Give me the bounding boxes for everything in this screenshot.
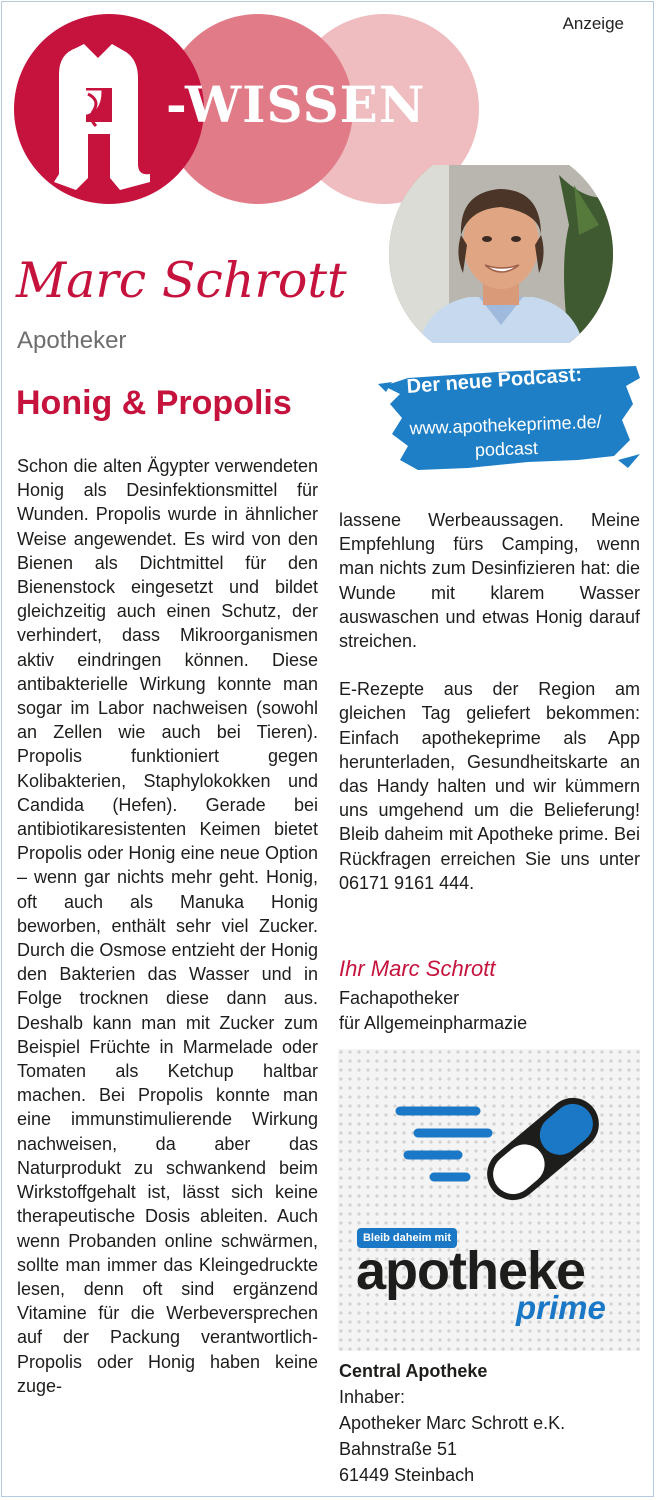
- signature-name: Ihr Marc Schrott: [339, 956, 496, 981]
- signature-title-line: für Allgemeinpharmazie: [339, 1013, 528, 1033]
- pharmacy-name: Central Apotheke: [339, 1361, 488, 1381]
- signature-title: [339, 986, 527, 1036]
- article-column-right: [339, 508, 640, 895]
- article-paragraph: Schon die alten Ägypter verwendeten Honig als Desinfektionsmittel für Wunden. Propolis wurde in ähnlicher Weise angewendet. Es wird von den Bienen als Dichtmittel für den Bienenstock eingesetzt und bildet gleichzeitig auch einen Schutz, der verhindert, dass Mikroorganismen aktiv eindringen können. Diese antibakterielle Wirkung konnte man sogar im Labor nachweisen (sowohl an Zellen wie auch bei Tieren). Propolis funktioniert gegen Kolibakterien, Staphylokokken und Candida (Hefen). Gerade bei antibiotikaresistenten Keimen bietet Propolis oder Honig eine neue Option – wenn gar nichts mehr geht. Honig, oft auch als Manuka Honig beworben, enthält sehr viel Zucker. Durch die Osmose entzieht der Honig den Bakterien das Wasser und in Folge trocknen diese dann aus. Deshalb kann man mit Zucker zum Beispiel Früchte in Marmelade oder Tomaten als Ketchup haltbar machen. Bei Propolis konnte man eine immunstimulierende Wirkung nachweisen, da aber das Naturprodukt zu schwankend beim Wirkstoffgehalt ist, lässt sich keine therapeutische Dosis ableiten. Auch wenn Probanden online schwärmen, sollte man immer das Kleingedruckte lesen, denn oft sind ergänzend Vitamine für die Werbeversprechen auf der Packung verantwortlich- Propolis oder Honig haben keine zuge-: [17, 456, 318, 1396]
- logo-prime: prime: [516, 1289, 606, 1326]
- pharmacy-city: 61449 Steinbach: [339, 1465, 475, 1485]
- article-paragraph: E-Rezepte aus der Region am gleichen Tag geliefert bekommen: Einfach apothekeprime als App herunterladen, Gesundheitskarte an das Handy halten und wir kümmern uns umgehend um die Belieferung! Bleib daheim mit Apotheke prime. Bei Rückfragen erreichen Sie uns unter 06171 9161 444.: [339, 679, 640, 893]
- author-portrait-image: [389, 165, 613, 343]
- podcast-url-line-1[interactable]: www.apothekeprime.de/: [409, 411, 602, 439]
- pharmacy-owner: Apotheker Marc Schrott e.K.: [339, 1413, 566, 1433]
- author-role: Apotheker: [17, 327, 127, 354]
- podcast-link[interactable]: [394, 409, 618, 465]
- article-column-left: [17, 454, 318, 1398]
- podcast-url-line-2[interactable]: podcast: [474, 437, 539, 461]
- signature-title-line: Fachapotheker: [339, 988, 460, 1008]
- logo-tagline: Bleib daheim mit: [357, 1228, 457, 1248]
- author-name: Marc Schrott: [16, 252, 347, 309]
- brand-title: -WISSEN: [166, 75, 426, 134]
- article-paragraph: lassene Werbeaussagen. Meine Empfehlung fürs Camping, wenn man nichts zum Desinfizieren hat: die Wunde mit klarem Wasser auswaschen und etwas Honig darauf streichen.: [339, 510, 640, 652]
- ad-label: Anzeige: [562, 14, 624, 33]
- pharmacy-owner-label: Inhaber:: [339, 1387, 406, 1407]
- pharmacy-contact: [339, 1358, 565, 1488]
- podcast-heading: Der neue Podcast:: [406, 363, 583, 398]
- logo-wordmark: apotheke: [356, 1241, 586, 1301]
- article-title: Honig & Propolis: [16, 384, 292, 422]
- pharmacy-street: Bahnstraße 51: [339, 1439, 458, 1459]
